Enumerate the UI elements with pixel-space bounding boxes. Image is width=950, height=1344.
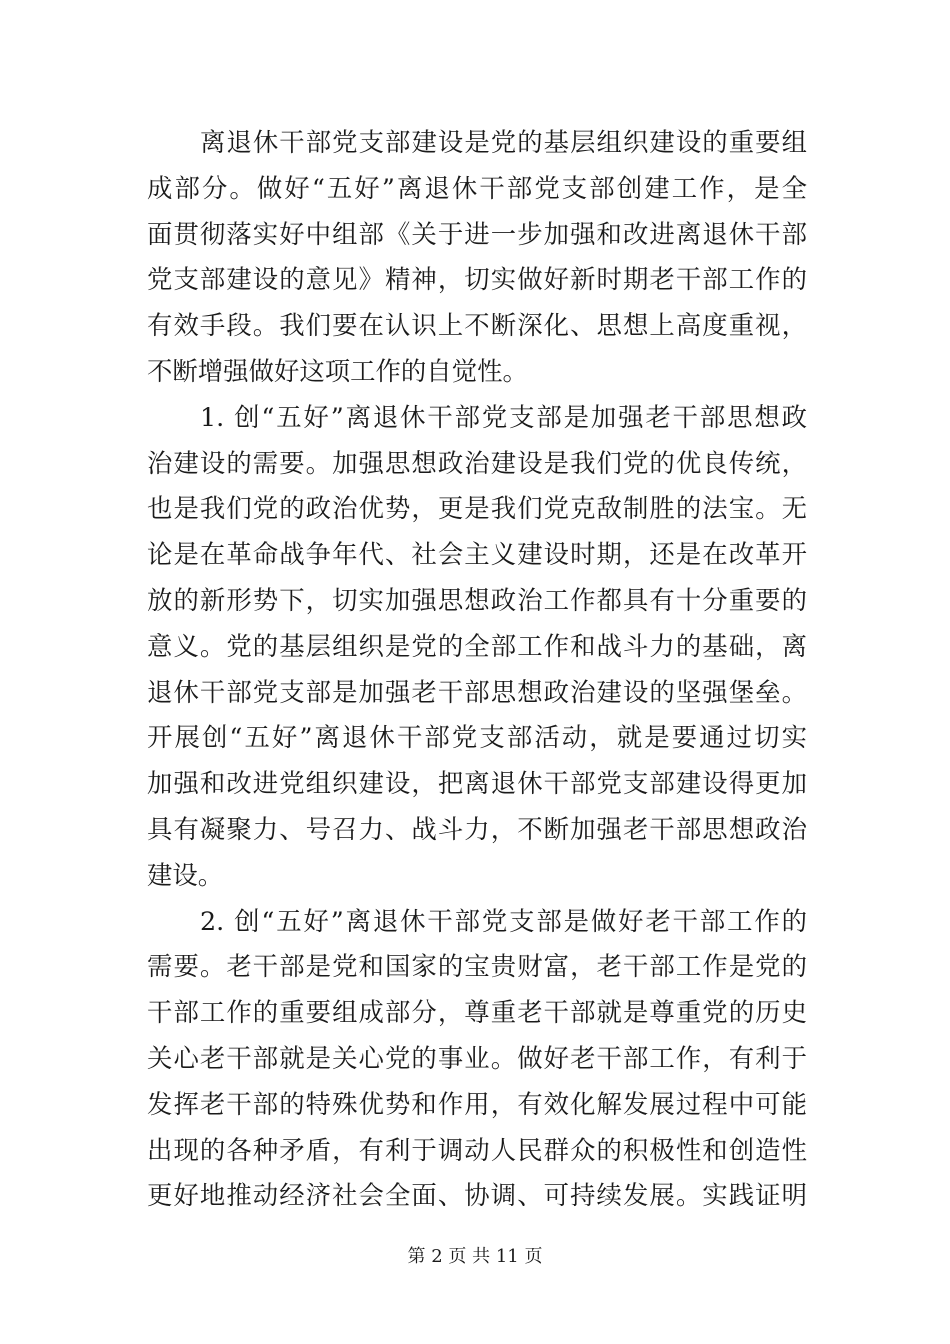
paragraph-2-line-9: 加强和改进党组织建设，把离退休干部党支部建设得更加 bbox=[147, 768, 807, 799]
paragraph-3-line-2: 需要。老干部是党和国家的宝贵财富，老干部工作是党的 bbox=[147, 951, 807, 982]
paragraph-2-line-6: 意义。党的基层组织是党的全部工作和战斗力的基础，离 bbox=[147, 630, 807, 661]
paragraph-3-line-3: 干部工作的重要组成部分，尊重老干部就是尊重党的历史 bbox=[147, 997, 807, 1028]
paragraph-1-line-2: 成部分。做好“五好”离退休干部党支部创建工作，是全 bbox=[147, 172, 807, 203]
paragraph-3-line-1: 2. 创“五好”离退休干部党支部是做好老干部工作的 bbox=[200, 905, 807, 936]
paragraph-3-line-7: 更好地推动经济社会全面、协调、可持续发展。实践证明 bbox=[147, 1180, 807, 1211]
paragraph-2-line-7: 退休干部党支部是加强老干部思想政治建设的坚强堡垒。 bbox=[147, 676, 807, 707]
paragraph-1-line-6: 不断增强做好这项工作的自觉性。 bbox=[147, 355, 528, 386]
paragraph-2-line-10: 具有凝聚力、号召力、战斗力，不断加强老干部思想政治 bbox=[147, 813, 807, 844]
paragraph-2-line-11: 建设。 bbox=[147, 859, 224, 890]
paragraph-1-line-1: 离退休干部党支部建设是党的基层组织建设的重要组 bbox=[200, 127, 807, 157]
paragraph-2-line-8: 开展创“五好”离退休干部党支部活动，就是要通过切实 bbox=[147, 722, 807, 753]
paragraph-2-line-3: 也是我们党的政治优势，更是我们党克敌制胜的法宝。无 bbox=[147, 493, 807, 524]
paragraph-1-line-4: 党支部建设的意见》精神，切实做好新时期老干部工作的 bbox=[147, 264, 807, 295]
paragraph-1-line-5: 有效手段。我们要在认识上不断深化、思想上高度重视， bbox=[147, 310, 807, 341]
paragraph-3-line-5: 发挥老干部的特殊优势和作用，有效化解发展过程中可能 bbox=[147, 1088, 807, 1119]
paragraph-3-line-4: 关心老干部就是关心党的事业。做好老干部工作，有利于 bbox=[147, 1042, 807, 1073]
page-footer: 第 2 页 共 11 页 bbox=[407, 1246, 543, 1267]
paragraph-2-line-2: 治建设的需要。加强思想政治建设是我们党的优良传统， bbox=[147, 447, 807, 478]
paragraph-2-line-5: 放的新形势下，切实加强思想政治工作都具有十分重要的 bbox=[147, 584, 807, 615]
body-text bbox=[147, 120, 807, 1219]
paragraph-3-line-6: 出现的各种矛盾，有利于调动人民群众的积极性和创造性 bbox=[147, 1134, 807, 1165]
paragraph-2-line-4: 论是在革命战争年代、社会主义建设时期，还是在改革开 bbox=[147, 539, 807, 570]
paragraph-1-line-3: 面贯彻落实好中组部《关于进一步加强和改进离退休干部 bbox=[147, 218, 807, 249]
paragraph-2-line-1: 1. 创“五好”离退休干部党支部是加强老干部思想政 bbox=[200, 401, 807, 432]
